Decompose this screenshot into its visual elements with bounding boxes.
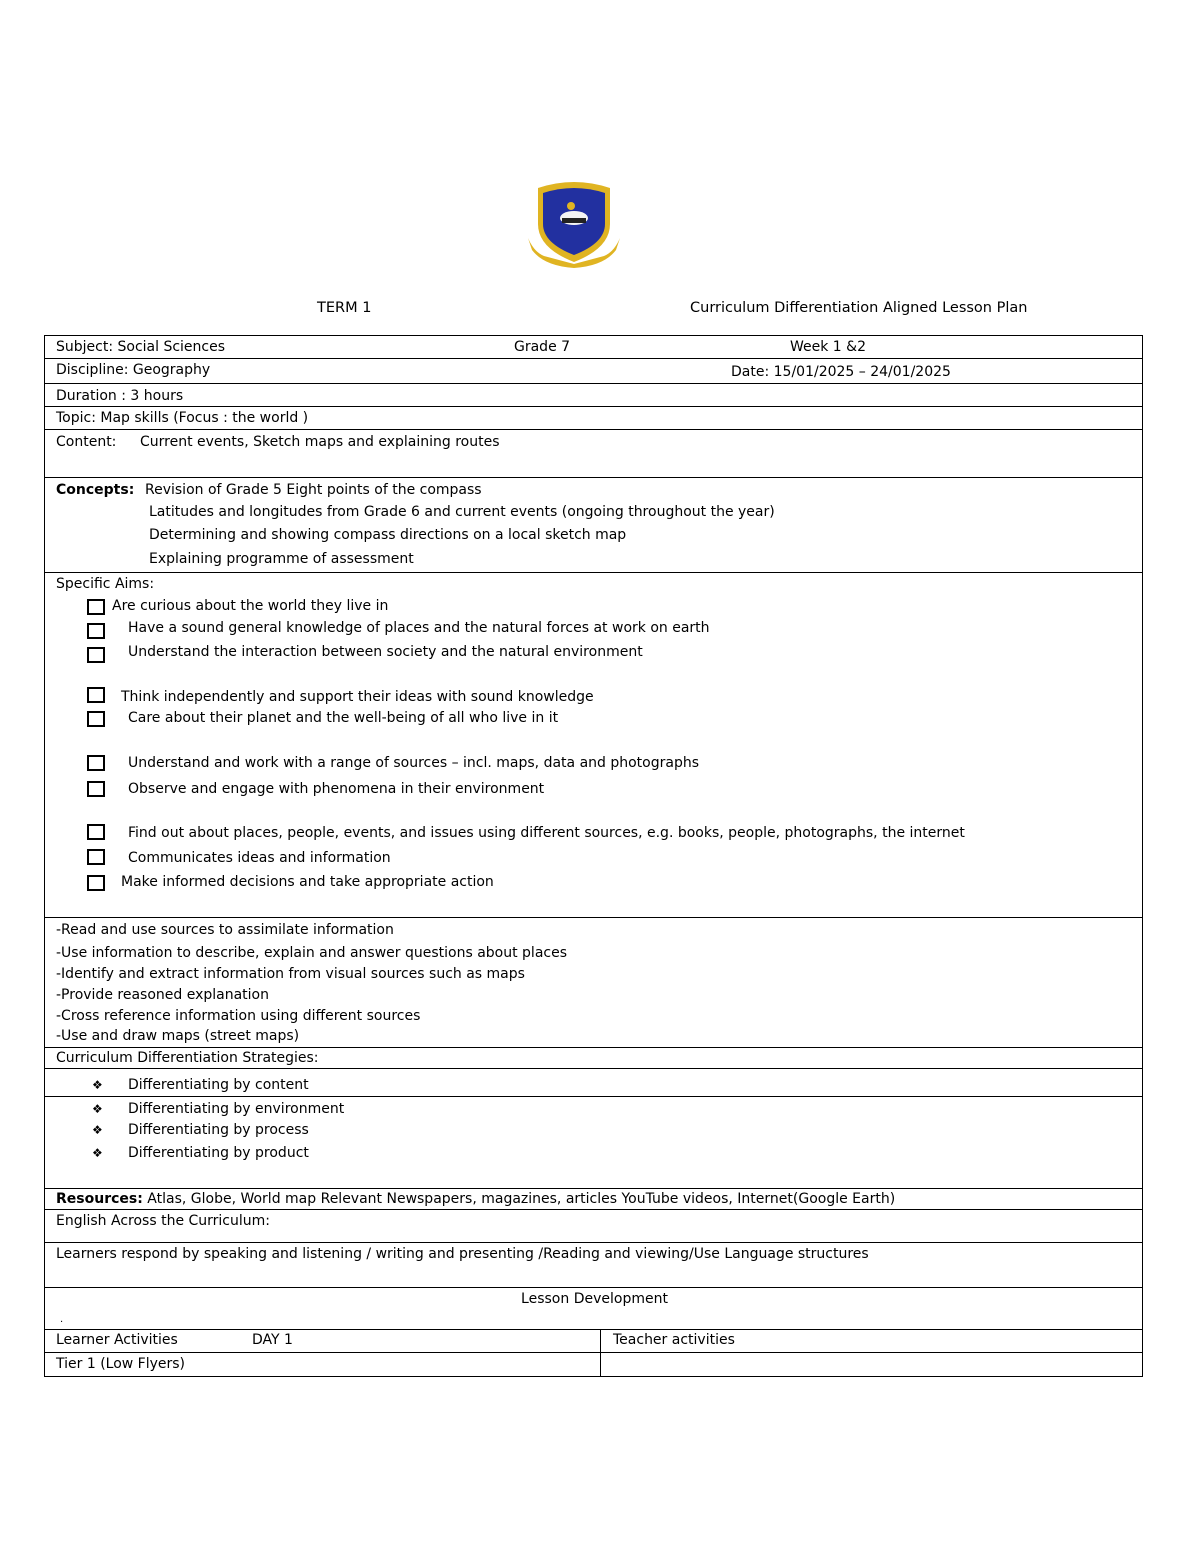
- grade-label: Grade 7: [514, 339, 571, 355]
- strategy-item: Differentiating by process: [128, 1122, 309, 1138]
- date-label: Date: 15/01/2025 – 24/01/2025: [731, 364, 951, 380]
- teacher-activities-label: Teacher activities: [613, 1332, 735, 1348]
- week-label: Week 1 &2: [790, 339, 866, 355]
- skill-item: -Identify and extract information from visual sources such as maps: [56, 966, 525, 982]
- diamond-bullet-icon: ❖: [92, 1123, 103, 1137]
- plan-title: Curriculum Differentiation Aligned Lesson Plan: [690, 300, 1028, 316]
- school-crest-logo: [524, 178, 624, 270]
- aim-checkbox[interactable]: [87, 711, 105, 727]
- concept-item: Latitudes and longitudes from Grade 6 and current events (ongoing throughout the year): [149, 504, 775, 520]
- aim-item: Understand and work with a range of sources – incl. maps, data and photographs: [128, 755, 700, 771]
- content-value-bold: Current events,: [140, 434, 249, 450]
- topic-label: Topic:: [56, 410, 96, 426]
- diamond-bullet-icon: ❖: [92, 1078, 103, 1092]
- differentiation-label: Curriculum Differentiation Strategies:: [56, 1050, 319, 1066]
- aim-item: Understand the interaction between society and the natural environment: [128, 644, 643, 660]
- diamond-bullet-icon: ❖: [92, 1146, 103, 1160]
- skill-item: -Read and use sources to assimilate information: [56, 922, 394, 938]
- topic-value: Map skills (Focus : the world ): [95, 410, 309, 426]
- skill-item: -Use information to describe, explain and answer questions about places: [56, 945, 568, 961]
- lesson-dot: .: [60, 1314, 64, 1325]
- aim-checkbox[interactable]: [87, 647, 105, 663]
- duration-label: Duration : 3 hours: [56, 388, 184, 404]
- content-value: Sketch maps and explaining routes: [248, 434, 500, 450]
- skill-item: -Use and draw maps (street maps): [56, 1028, 300, 1044]
- discipline-label: Discipline: Geography: [56, 362, 211, 378]
- aim-item: Are curious about the world they live in: [112, 598, 389, 614]
- term-label: TERM 1: [317, 300, 372, 316]
- content-row: [140, 433, 500, 451]
- aim-checkbox[interactable]: [87, 849, 105, 865]
- diamond-bullet-icon: ❖: [92, 1102, 103, 1116]
- aim-item: Find out about places, people, events, and issues using different sources, e.g. books, people, photographs, the internet: [128, 825, 965, 841]
- resources-row: [56, 1190, 895, 1208]
- aim-checkbox[interactable]: [87, 599, 105, 615]
- skill-item: -Provide reasoned explanation: [56, 987, 269, 1003]
- aim-item: Observe and engage with phenomena in their environment: [128, 781, 545, 797]
- aim-checkbox[interactable]: [87, 755, 105, 771]
- aim-item: Think independently and support their ideas with sound knowledge: [121, 689, 594, 705]
- concept-item: Revision of Grade 5 Eight points of the compass: [145, 482, 482, 498]
- topic-row: [56, 409, 308, 427]
- aim-item: Communicates ideas and information: [128, 850, 391, 866]
- resources-label: Resources:: [56, 1191, 143, 1207]
- lesson-development-title: Lesson Development: [521, 1291, 668, 1307]
- skill-item: -Cross reference information using different sources: [56, 1008, 421, 1024]
- content-label: Content:: [56, 434, 117, 450]
- subject-label: Subject: Social Sciences: [56, 339, 226, 355]
- learner-activities-label: Learner Activities: [56, 1332, 178, 1348]
- strategy-item: Differentiating by environment: [128, 1101, 345, 1117]
- concept-item: Explaining programme of assessment: [149, 551, 414, 567]
- concept-item: Determining and showing compass directions on a local sketch map: [149, 527, 627, 543]
- resources-value: Atlas, Globe, World map Relevant Newspapers, magazines, articles YouTube videos, Internet(Google Earth): [142, 1191, 896, 1207]
- aim-item: Care about their planet and the well-being of all who live in it: [128, 710, 559, 726]
- day-label: DAY 1: [252, 1332, 293, 1348]
- specific-aims-label: Specific Aims:: [56, 576, 155, 592]
- english-label: English Across the Curriculum:: [56, 1213, 270, 1229]
- tier-label: Tier 1 (Low Flyers): [56, 1356, 186, 1372]
- concepts-label: Concepts:: [56, 482, 135, 498]
- aim-item: Make informed decisions and take appropriate action: [121, 874, 494, 890]
- lesson-plan-table: [44, 335, 1143, 1377]
- aim-checkbox[interactable]: [87, 623, 105, 639]
- aim-checkbox[interactable]: [87, 687, 105, 703]
- strategy-item: Differentiating by product: [128, 1145, 309, 1161]
- aim-item: Have a sound general knowledge of places and the natural forces at work on earth: [128, 620, 710, 636]
- strategy-item: Differentiating by content: [128, 1077, 309, 1093]
- aim-checkbox[interactable]: [87, 781, 105, 797]
- aim-checkbox[interactable]: [87, 824, 105, 840]
- english-value: Learners respond by speaking and listening / writing and presenting /Reading and viewing/Use Language structures: [56, 1246, 869, 1262]
- aim-checkbox[interactable]: [87, 875, 105, 891]
